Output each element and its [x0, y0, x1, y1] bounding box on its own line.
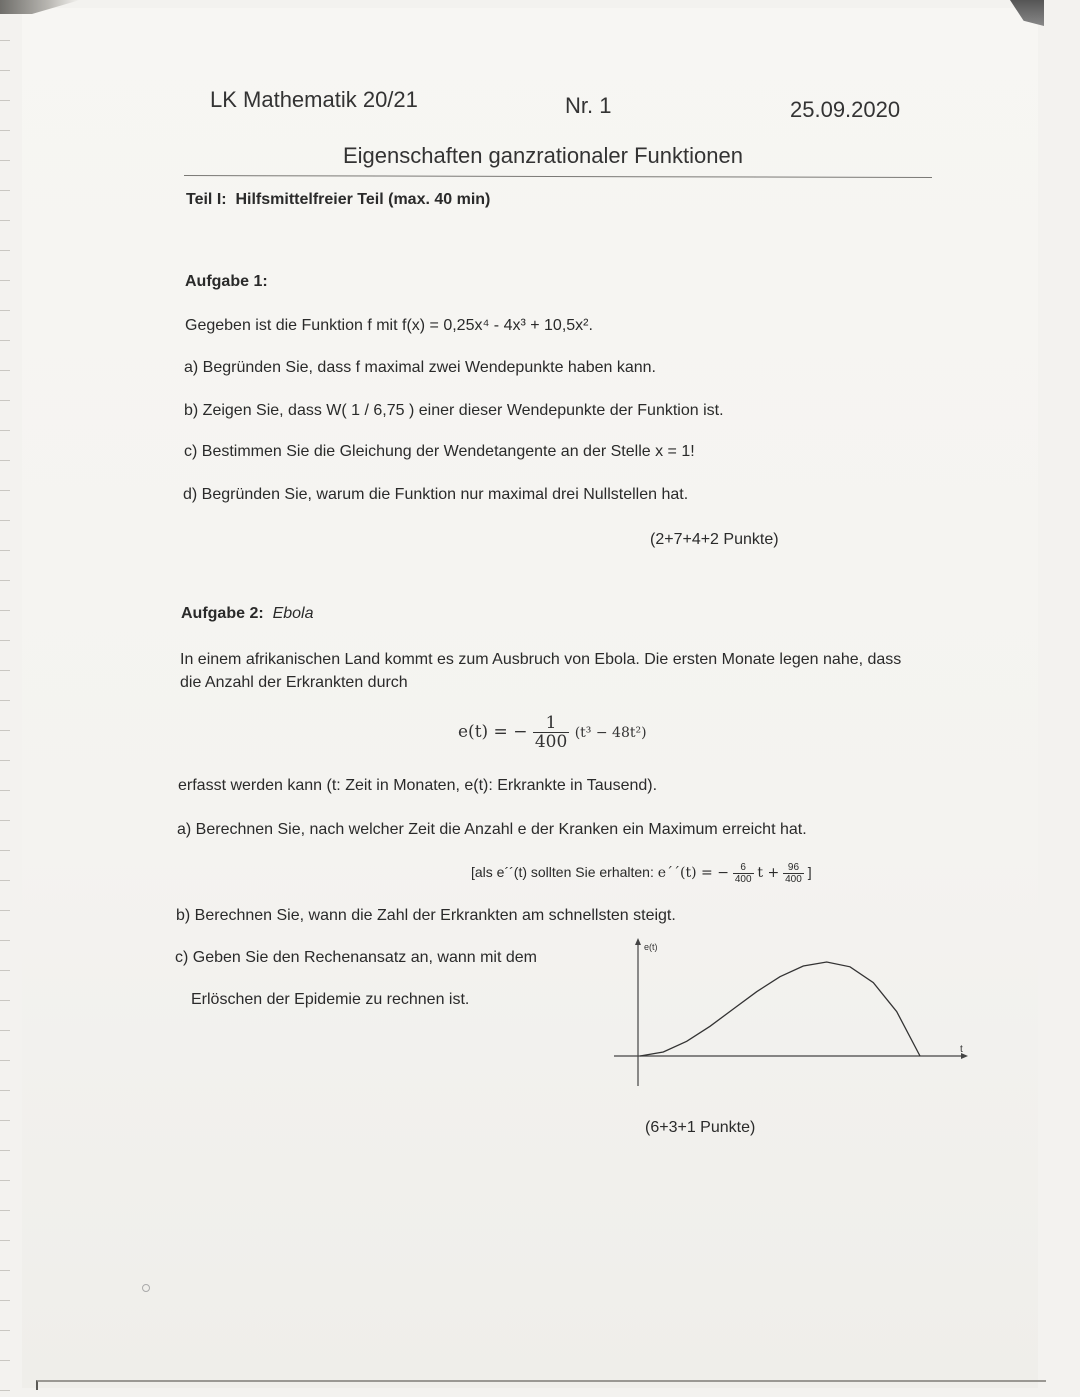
hint-mid: t +: [757, 865, 780, 881]
ebola-graph: [610, 936, 970, 1092]
task2-intro-line1: In einem afrikanischen Land kommt es zum Ausbruch von Ebola. Die ersten Monate legen nahe, dass: [180, 651, 902, 668]
formula-fraction: [533, 714, 569, 751]
part-label-number: Teil I:: [186, 191, 227, 208]
task1-item-c: c) Bestimmen Sie die Gleichung der Wendetangente an der Stelle x = 1!: [184, 443, 695, 460]
task2-heading-label: Aufgabe 2:: [181, 605, 264, 622]
task2-intro-line2: die Anzahl der Erkrankten durch: [180, 674, 408, 691]
hint-numerator-2: 96: [783, 862, 804, 874]
hint-denominator-1: 400: [734, 873, 752, 885]
hint-lhs: e´´(t) = −: [657, 865, 729, 881]
task1-item-a: a) Begründen Sie, dass f maximal zwei Wendepunkte haben kann.: [184, 359, 656, 376]
task2-item-c-line2: Erlöschen der Epidemie zu rechnen ist.: [191, 991, 470, 1008]
y-axis-arrow: [635, 938, 641, 945]
sheet-title: Eigenschaften ganzrationaler Funktionen: [343, 143, 743, 168]
task2-item-b: b) Berechnen Sie, wann die Zahl der Erkrankten am schnellsten steigt.: [176, 907, 676, 924]
task1-heading: Aufgabe 1:: [185, 273, 268, 290]
task2-item-c-line1: c) Geben Sie den Rechenansatz an, wann mit dem: [175, 949, 537, 966]
y-axis-label: e(t): [644, 942, 658, 952]
paper-sheet: [22, 8, 1038, 1388]
task2-heading: [181, 604, 313, 624]
ebola-formula: [458, 714, 647, 751]
task2-after-formula: erfasst werden kann (t: Zeit in Monaten, e(t): Erkrankte in Tausend).: [178, 777, 658, 794]
series-line-e: [640, 962, 920, 1056]
x-axis-label: t: [960, 1044, 963, 1055]
task2-subtitle: Ebola: [272, 605, 314, 622]
hint-numerator-1: 6: [733, 862, 754, 874]
task1-points: (2+7+4+2 Punkte): [650, 531, 779, 548]
part-label: [186, 190, 490, 210]
formula-lhs: e(t) = −: [458, 722, 528, 742]
task1-item-d: d) Begründen Sie, warum die Funktion nur maximal drei Nullstellen hat.: [183, 486, 689, 503]
hint-suffix: ]: [807, 864, 812, 880]
task1-intro: Gegeben ist die Funktion f mit f(x) = 0,25x⁴ - 4x³ + 10,5x².: [185, 317, 593, 334]
part-label-text: Hilfsmittelfreier Teil (max. 40 min): [235, 191, 491, 208]
margin-speck: [142, 1284, 150, 1292]
course-title: LK Mathematik 20/21: [210, 87, 418, 112]
hint-fraction-1: [733, 862, 754, 885]
formula-rhs: (t³ − 48t²): [574, 725, 647, 741]
sheet-date: 25.09.2020: [790, 97, 901, 122]
formula-numerator: 1: [533, 714, 569, 733]
hint-fraction-2: [783, 862, 804, 885]
sheet-number: Nr. 1: [565, 93, 612, 118]
task2-points: (6+3+1 Punkte): [645, 1119, 756, 1136]
hint-prefix: [als e´´(t) sollten Sie erhalten:: [471, 864, 654, 880]
binder-margin-marks: [0, 0, 44, 1397]
task2-item-a: a) Berechnen Sie, nach welcher Zeit die Anzahl e der Kranken ein Maximum erreicht hat.: [177, 821, 807, 838]
formula-denominator: 400: [534, 732, 568, 752]
scan-bottom-edge: [36, 1380, 1046, 1390]
hint-denominator-2: 400: [785, 873, 802, 885]
task2-hint: [471, 860, 812, 885]
task1-item-b: b) Zeigen Sie, dass W( 1 / 6,75 ) einer dieser Wendepunkte der Funktion ist.: [184, 402, 724, 419]
